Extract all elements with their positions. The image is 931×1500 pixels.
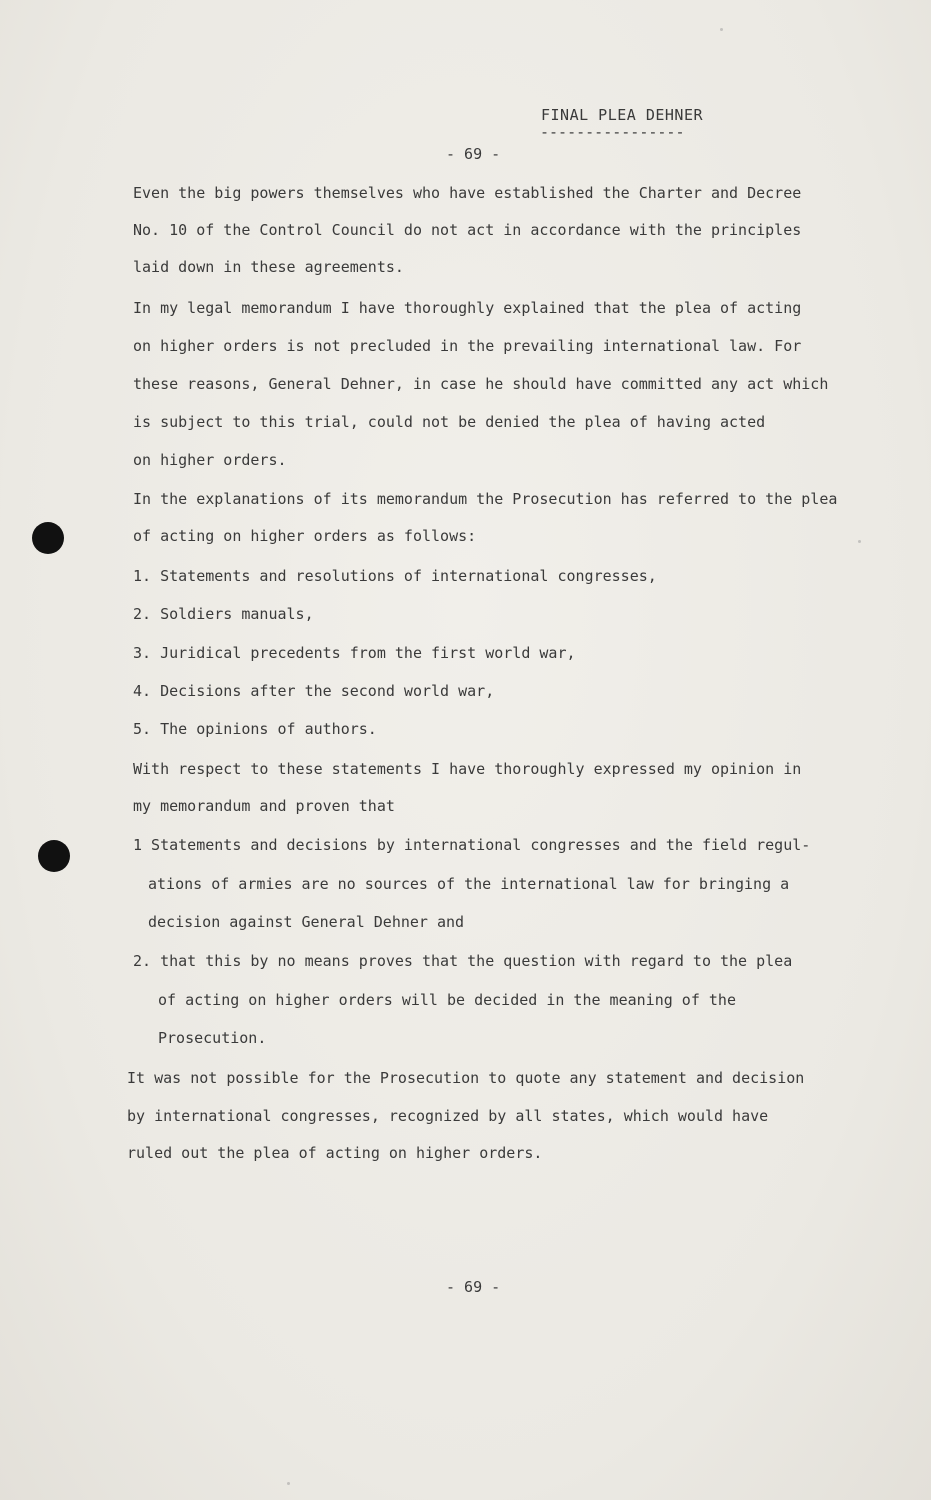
text-line: of acting on higher orders as follows: [133,527,477,545]
page-number-bottom: - 69 - [446,1278,501,1296]
list-item: 1 Statements and decisions by international congresses and the field regul- [133,836,811,854]
header-underline: ---------------- [540,123,685,141]
text-line: is subject to this trial, could not be denied the plea of having acted [133,413,766,431]
text-line: these reasons, General Dehner, in case he should have committed any act which [133,375,829,393]
text-line: on higher orders. [133,451,287,469]
list-item: 4. Decisions after the second world war, [133,682,495,700]
text-line: laid down in these agreements. [133,258,404,276]
list-item: 2. Soldiers manuals, [133,605,314,623]
text-line: With respect to these statements I have thoroughly expressed my opinion in [133,760,802,778]
text-line: on higher orders is not precluded in the prevailing international law. For [133,337,802,355]
punch-hole [38,840,70,872]
text-line: ruled out the plea of acting on higher orders. [127,1144,543,1162]
paper-speck [287,1482,290,1485]
list-item-continuation: of acting on higher orders will be decided in the meaning of the [158,991,736,1009]
paper-speck [858,540,861,543]
list-item-continuation: Prosecution. [158,1029,267,1047]
document-header-title: FINAL PLEA DEHNER [541,106,704,124]
page-number-top: - 69 - [446,145,501,163]
list-item: 2. that this by no means proves that the question with regard to the plea [133,952,793,970]
text-line: In my legal memorandum I have thoroughly explained that the plea of acting [133,299,802,317]
text-line: In the explanations of its memorandum the Prosecution has referred to the plea [133,490,838,508]
list-item: 1. Statements and resolutions of international congresses, [133,567,657,585]
text-line: by international congresses, recognized by all states, which would have [127,1107,769,1125]
list-item: 3. Juridical precedents from the first world war, [133,644,576,662]
text-line: It was not possible for the Prosecution to quote any statement and decision [127,1069,805,1087]
list-item: 5. The opinions of authors. [133,720,377,738]
text-line: No. 10 of the Control Council do not act in accordance with the principles [133,221,802,239]
paper-speck [720,28,723,31]
punch-hole [32,522,64,554]
text-line: my memorandum and proven that [133,797,395,815]
list-item-continuation: ations of armies are no sources of the international law for bringing a [148,875,790,893]
list-item-continuation: decision against General Dehner and [148,913,465,931]
text-line: Even the big powers themselves who have established the Charter and Decree [133,184,802,202]
